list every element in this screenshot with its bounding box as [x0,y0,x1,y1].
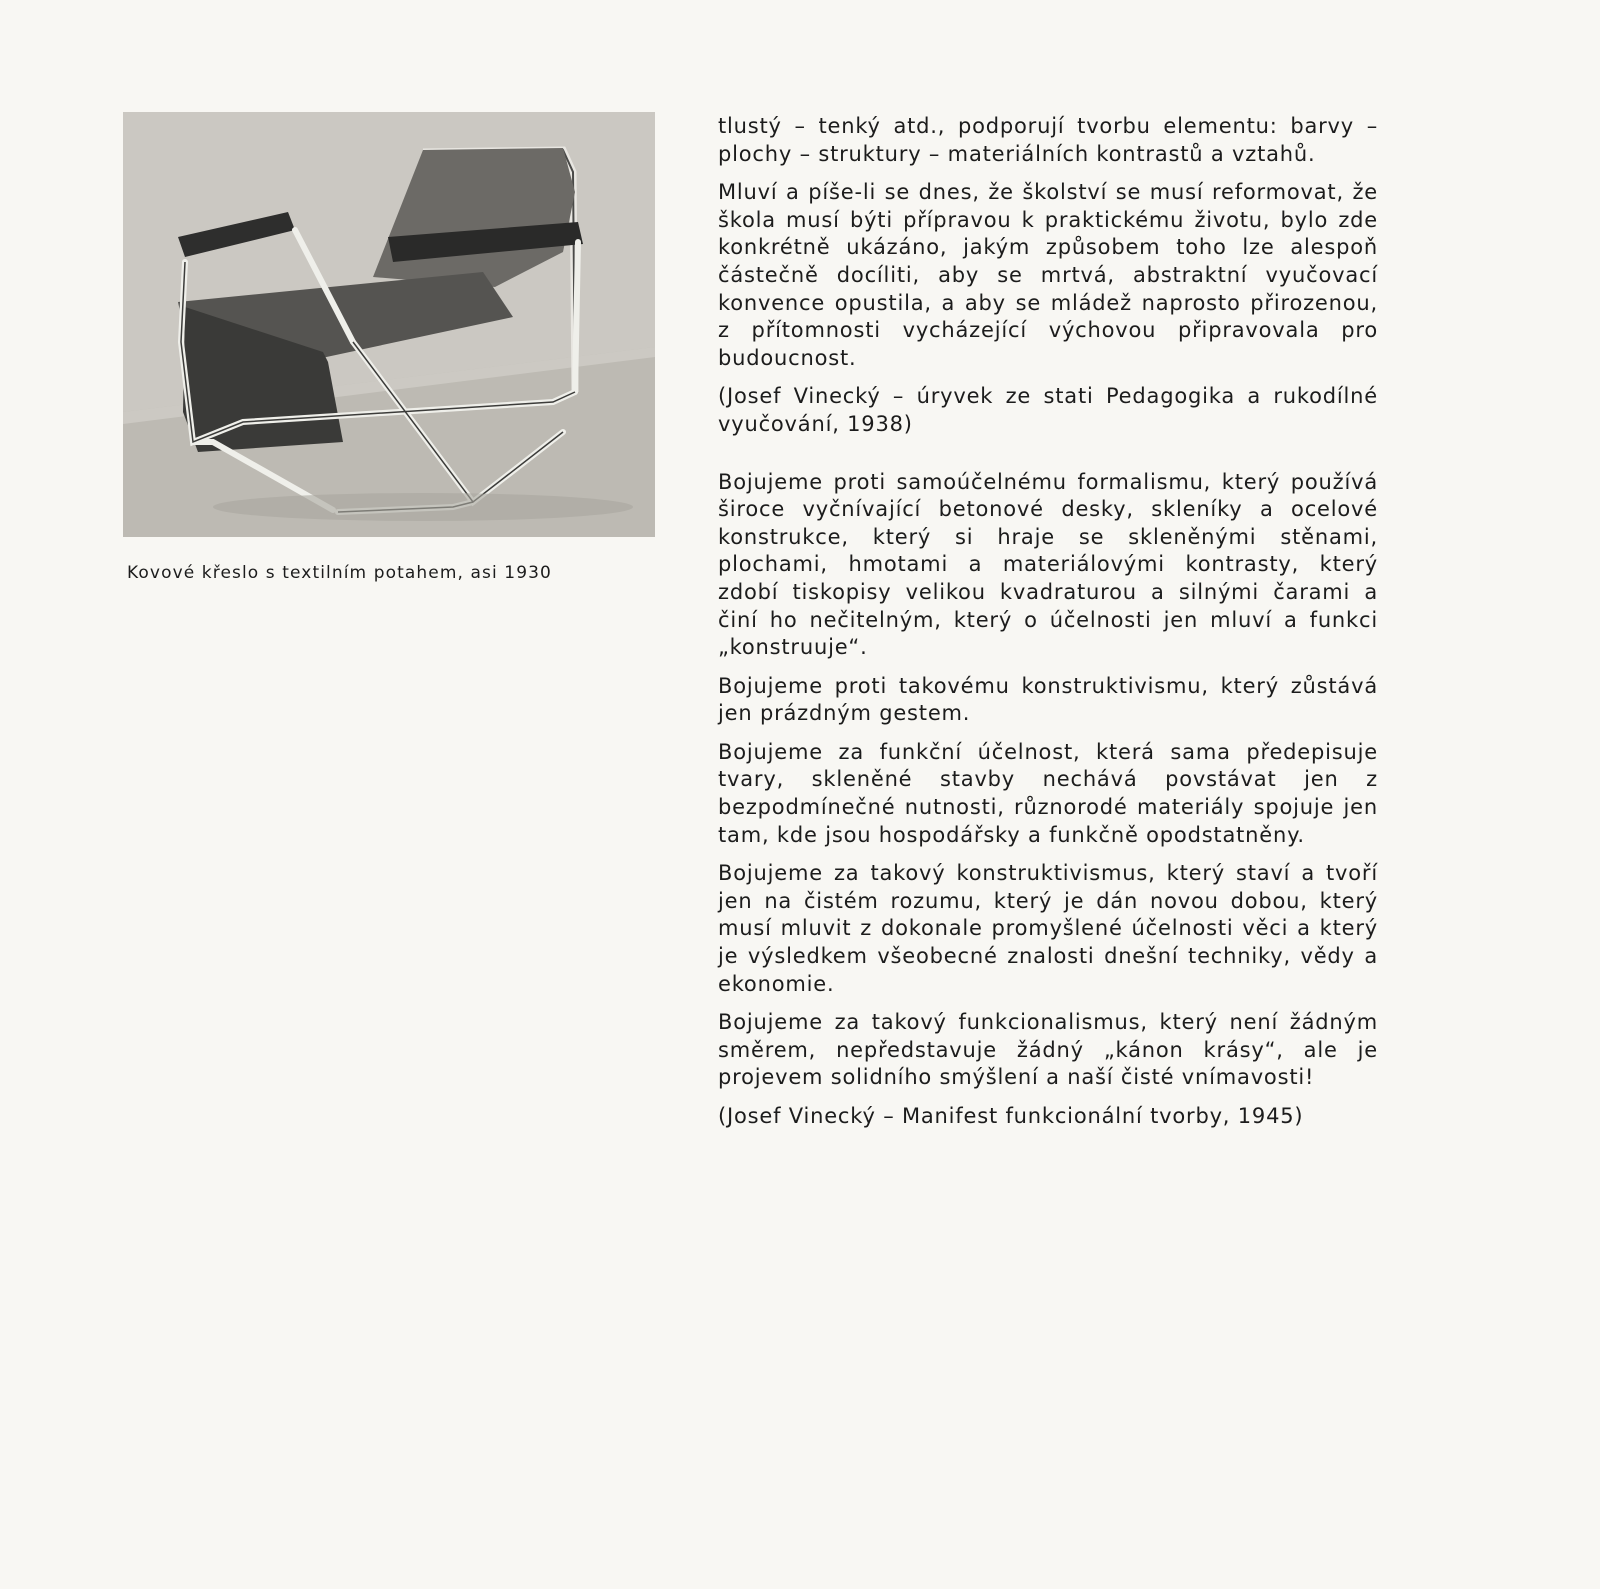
photo-caption: Kovové křeslo s textilním potahem, asi 1930 [127,563,552,583]
paragraph-school-reform: Mluví a píše-li se dnes, že školství se musí reformovat, že škola musí býti přípravou k praktickému životu, bylo zde konkrétně ukázáno, jakým způsobem toho lze alespoň částečně docíliti, aby se mrtvá, abstraktní vyučovací konvence opustila, a aby se mládež naprosto přirozenou, z přítomnosti vycházející výchovou připravovala pro budoucnost. [718,180,1378,370]
paragraph-against-constructivism: Bojujeme proti takovému konstruktivismu, který zůstává jen prázdným gestem. [718,673,1378,726]
armchair-illustration [123,112,655,537]
citation-pedagogika: (Josef Vinecký – úryvek ze stati Pedagogika a rukodílné vyučování, 1938) [718,384,1378,436]
paragraph-for-constructivism: Bojujeme za takový konstruktivismus, který staví a tvoří jen na čistém rozumu, který je dán novou dobou, který musí mluvit z dokonale promyšlené účelnosti věci a který je výsledkem všeobecné znalosti dnešní techniky, vědy a ekonomie. [718,861,1378,996]
main-text-column [718,113,1378,1142]
paragraph-for-functional-purpose: Bojujeme za funkční účelnost, která sama předepisuje tvary, skleněné stavby nechává povstávat jen z bezpodmínečné nutnosti, různorodé materiály spojuje jen tam, kde jsou hospodářsky a funkčně opodstatněny. [718,739,1378,847]
citation-manifest: (Josef Vinecký – Manifest funkcionální tvorby, 1945) [718,1104,1304,1128]
paragraph-for-functionalism: Bojujeme za takový funkcionalismus, který není žádným směrem, nepředstavuje žádný „kánon krásy“, ale je projevem solidního smýšlení a naší čisté vnímavosti! [718,1010,1378,1090]
paragraph-continuation: tlustý – tenký atd., podporují tvorbu elementu: barvy – plochy – struktury – materiálních kontrastů a vztahů. [718,114,1378,166]
armchair-photo [123,112,655,537]
paragraph-against-formalism: Bojujeme proti samoúčelnému formalismu, který používá široce vyčnívající betonové desky, skleníky a ocelové konstrukce, který si hraje se skleněnými stěnami, plochami, hmotami a materiálovými kontrasty, který zdobí tiskopisy velikou kvadraturou a silnými čarami a činí ho nečitelným, který o účelnosti jen mluví a funkci „konstruuje“. [718,469,1378,660]
